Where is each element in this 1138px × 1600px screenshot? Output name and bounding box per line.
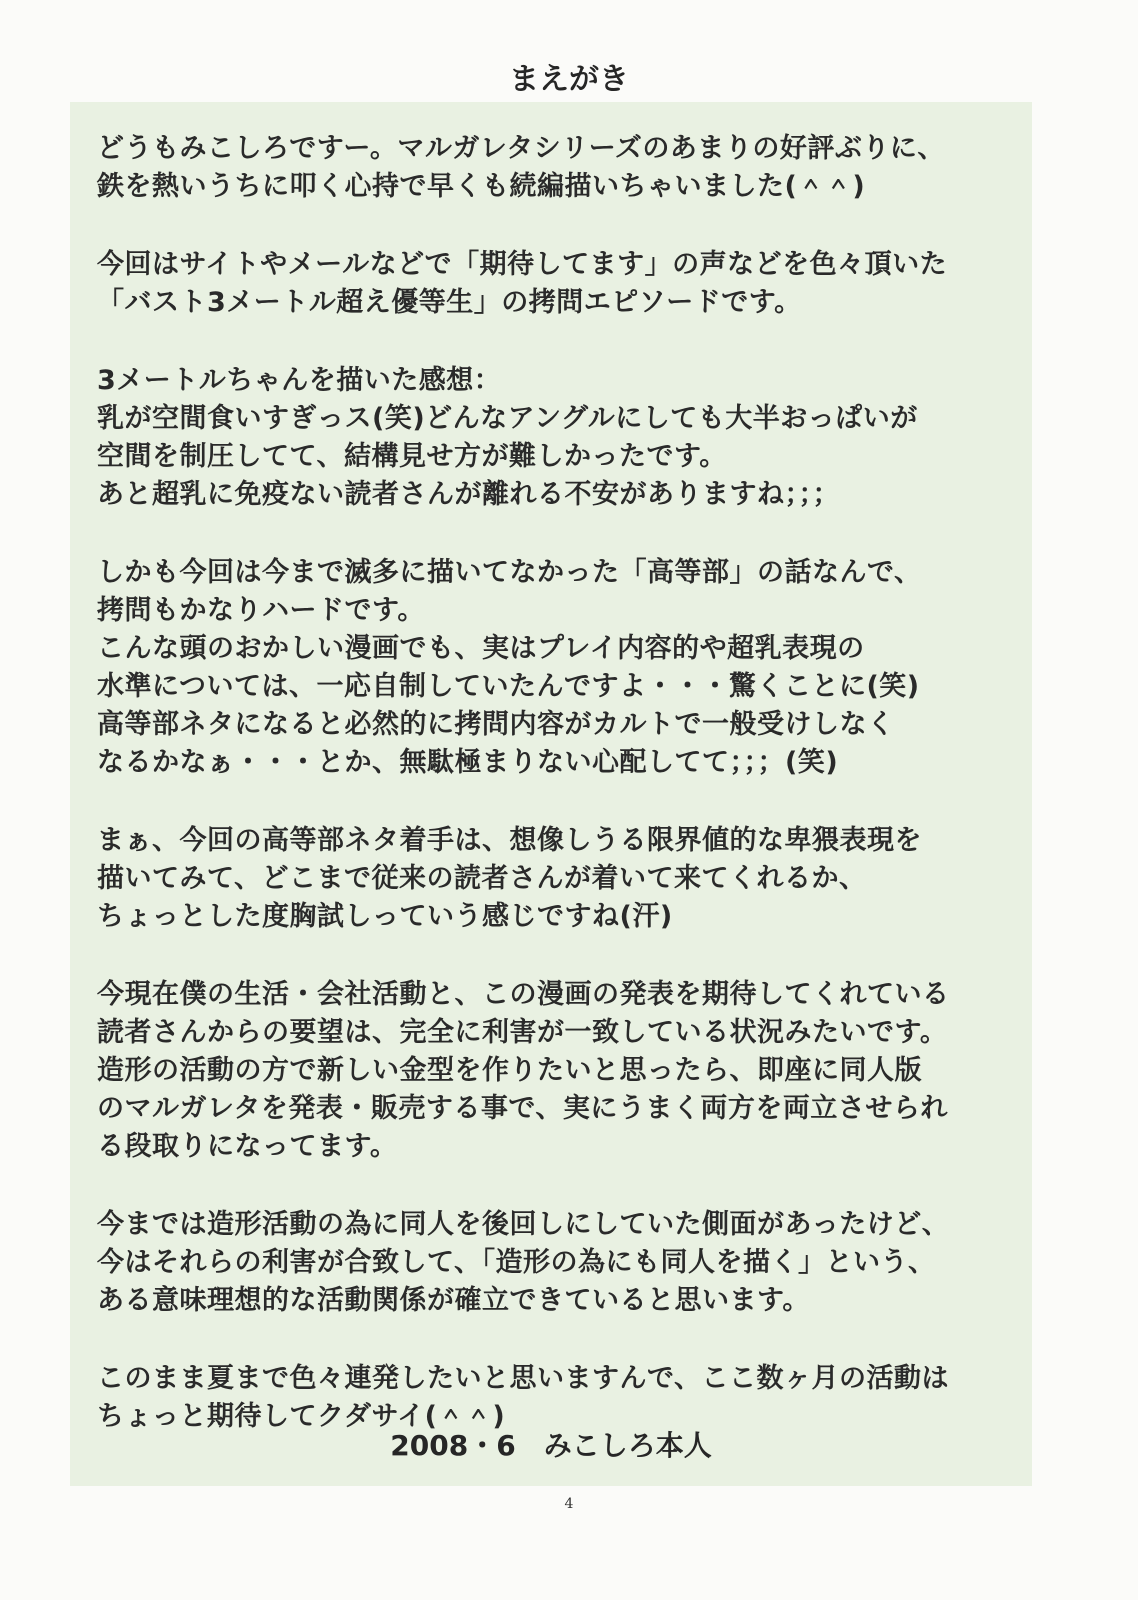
- text-line: 水準については、一応自制していたんですよ・・・驚くことに(笑): [97, 671, 920, 702]
- text-line: 今回はサイトやメールなどで「期待してます」の声などを色々頂いた: [97, 249, 948, 280]
- text-line: どうもみこしろですー。マルガレタシリーズのあまりの好評ぶりに、: [97, 133, 945, 164]
- text-line: なるかなぁ・・・とか、無駄極まりない心配してて；；；(笑): [97, 747, 839, 778]
- text-line: 造形の活動の方で新しい金型を作りたいと思ったら、即座に同人版: [97, 1055, 922, 1086]
- text-line: あと超乳に免疫ない読者さんが離れる不安がありますね；；；: [97, 479, 840, 510]
- text-line: 鉄を熱いうちに叩く心持で早くも続編描いちゃいました(＾＾): [97, 171, 866, 202]
- text-line: る段取りになってます。: [97, 1131, 398, 1162]
- text-line: 空間を制圧してて、結構見せ方が難しかったです。: [97, 441, 727, 472]
- paragraph: [97, 976, 1022, 1166]
- foreword-panel: [70, 102, 1032, 1486]
- paragraph: [97, 554, 1022, 782]
- paragraph: [97, 130, 1022, 206]
- text-line: 今までは造形活動の為に同人を後回しにしていた側面があったけど、: [97, 1209, 950, 1240]
- signature: 2008・6 みこしろ本人: [390, 1429, 712, 1462]
- foreword-body: [97, 130, 1022, 1476]
- text-line: 読者さんからの要望は、完全に利害が一致している状況みたいです。: [97, 1017, 948, 1048]
- text-line: このまま夏まで色々連発したいと思いますんで、ここ数ヶ月の活動は: [97, 1363, 949, 1394]
- text-line: ある意味理想的な活動関係が確立できていると思います。: [97, 1285, 810, 1316]
- text-line: 今現在僕の生活・会社活動と、この漫画の発表を期待してくれている: [97, 979, 950, 1010]
- text-line: こんな頭のおかしい漫画でも、実はプレイ内容的や超乳表現の: [97, 633, 865, 664]
- text-line: のマルガレタを発表・販売する事で、実にうまく両方を両立させられ: [97, 1093, 948, 1124]
- text-line: 乳が空間食いすぎっス(笑)どんなアングルにしても大半おっぱいが: [97, 403, 918, 434]
- text-line: 拷問もかなりハードです。: [97, 595, 425, 626]
- text-line: まぁ、今回の高等部ネタ着手は、想像しうる限界値的な卑猥表現を: [97, 825, 922, 856]
- paragraph: [97, 1360, 1022, 1436]
- page-title: まえがき: [509, 62, 629, 97]
- text-line: 3メートルちゃんを描いた感想：: [97, 365, 502, 396]
- paragraph: [97, 246, 1022, 322]
- page-number: 4: [564, 1496, 574, 1512]
- text-line: 今はそれらの利害が合致して、「造形の為にも同人を描く」という、: [97, 1247, 936, 1278]
- paragraph: [97, 1206, 1022, 1320]
- text-line: ちょっとした度胸試しっていう感じですね(汗): [97, 901, 673, 932]
- text-line: 高等部ネタになると必然的に拷問内容がカルトで一般受けしなく: [97, 709, 895, 740]
- paragraph: [97, 822, 1022, 936]
- text-line: 描いてみて、どこまで従来の読者さんが着いて来てくれるか、: [97, 863, 867, 894]
- paragraph: [97, 362, 1022, 514]
- text-line: しかも今回は今まで滅多に描いてなかった「高等部」の話なんで、: [97, 557, 922, 588]
- text-line: ちょっと期待してクダサイ(＾＾): [97, 1401, 506, 1432]
- text-line: 「バスト3メートル超え優等生」の拷問エピソードです。: [97, 287, 802, 318]
